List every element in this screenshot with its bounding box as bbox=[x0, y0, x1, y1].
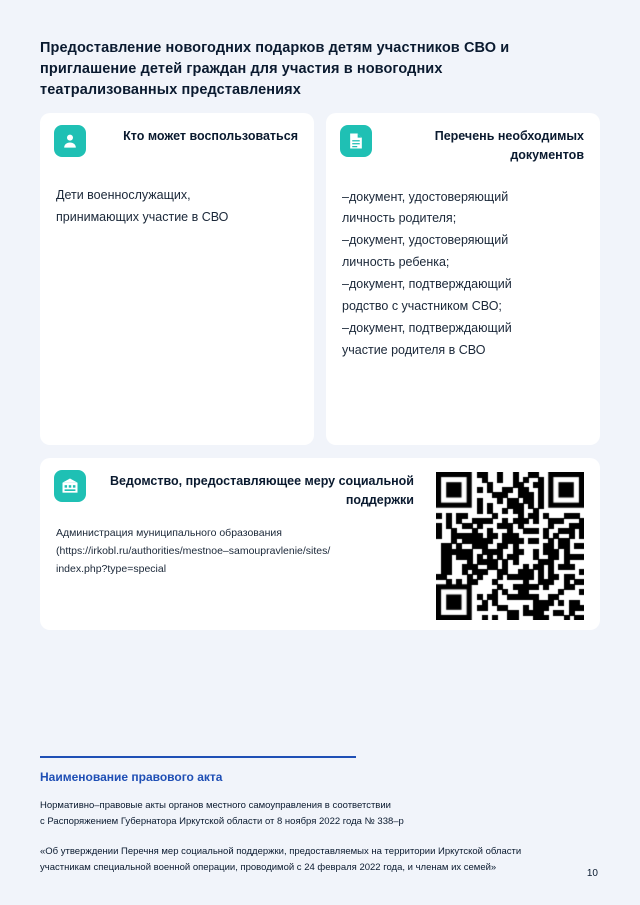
card-eligibility-body bbox=[56, 185, 298, 229]
government-building-icon bbox=[54, 470, 86, 502]
card-documents-heading: Перечень необходимых документов bbox=[434, 129, 584, 162]
person-icon bbox=[54, 125, 86, 157]
text-line: –документ, удостоверяющий bbox=[342, 233, 509, 248]
text-line: Дети военнослужащих, bbox=[56, 188, 191, 202]
text-line: личность родителя; bbox=[342, 211, 457, 226]
card-eligibility bbox=[40, 113, 314, 445]
text-line: –документ, удостоверяющий bbox=[342, 189, 509, 204]
footer bbox=[40, 756, 600, 877]
card-eligibility-heading: Кто может воспользоваться bbox=[123, 129, 298, 143]
card-documents-body bbox=[342, 187, 584, 362]
text-line: Нормативно–правовые акты органов местного самоуправления в соответствии bbox=[40, 800, 391, 811]
text-line: (https://irkobl.ru/authorities/mestnoe–samoupravlenie/sites/ bbox=[56, 544, 331, 557]
card-documents bbox=[326, 113, 600, 445]
card-agency bbox=[40, 458, 600, 630]
card-agency-body bbox=[56, 524, 406, 579]
text-line: родство с участником СВО; bbox=[342, 298, 502, 313]
card-agency-heading: Ведомство, предоставляющее меру социальной поддержки bbox=[109, 474, 414, 507]
footer-act-name bbox=[40, 844, 600, 876]
page-title: Предоставление новогодних подарков детям участников СВО и приглашение детей граждан для участия в новогодних театрализованных представлениях bbox=[40, 40, 510, 99]
footer-divider bbox=[40, 756, 356, 758]
text-line: с Распоряжением Губернатора Иркутской области от 8 ноября 2022 года № 338–р bbox=[40, 816, 404, 828]
qr-code-image bbox=[436, 472, 584, 620]
text-line: –документ, подтверждающий bbox=[342, 277, 512, 291]
text-line: участие родителя в СВО bbox=[342, 342, 486, 357]
text-line: «Об утверждении Перечня мер социальной поддержки, предоставляемых на территории Иркутской области bbox=[40, 846, 522, 858]
text-line: Администрация муниципального образования bbox=[56, 526, 282, 539]
text-line: –документ, подтверждающий bbox=[342, 320, 512, 335]
text-line: принимающих участие в СВО bbox=[56, 209, 229, 224]
cards-row bbox=[40, 113, 600, 445]
text-line: index.php?type=special bbox=[56, 563, 167, 576]
footer-title: Наименование правового акта bbox=[40, 770, 223, 784]
document-edit-icon bbox=[340, 125, 372, 157]
page-number: 10 bbox=[586, 868, 598, 879]
footer-legal-basis bbox=[40, 798, 600, 830]
text-line: участникам специальной военной операции, проводимой с 24 февраля 2022 года, и членам их семей» bbox=[40, 862, 497, 874]
text-line: личность ребенка; bbox=[342, 255, 450, 270]
